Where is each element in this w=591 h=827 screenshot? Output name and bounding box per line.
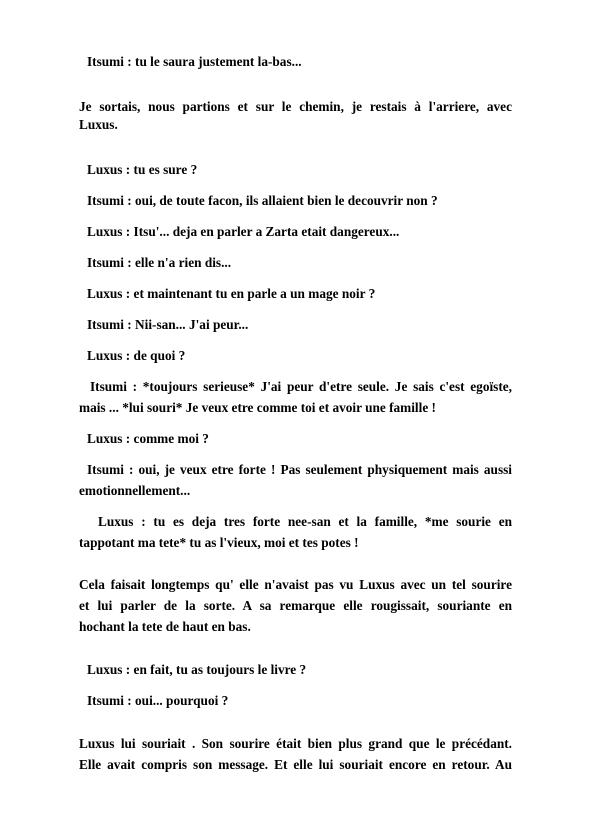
dialogue-line: Itsumi : oui, de toute facon, ils allaient bien le decouvrir non ? xyxy=(87,193,438,208)
dialogue-line: Itsumi : tu le saura justement la-bas... xyxy=(87,54,302,69)
dialogue-line: Luxus : en fait, tu as toujours le livre ? xyxy=(87,662,307,677)
dialogue-line: Luxus : comme moi ? xyxy=(87,431,209,446)
dialogue-line: emotionnellement... xyxy=(79,483,191,498)
dialogue-line: tappotant ma tete* tu as l'vieux, moi et tes potes ! xyxy=(79,535,359,550)
narration-line: Je sortais, nous partions et sur le chemin, je restais à l'arriere, avec xyxy=(79,99,512,114)
dialogue-line: Itsumi : Nii-san... J'ai peur... xyxy=(87,317,249,332)
narration-line: Elle avait compris son message. Et elle lui souriait encore en retour. Au xyxy=(79,757,512,772)
dialogue-line: Itsumi : oui, je veux etre forte ! Pas seulement physiquement mais aussi xyxy=(87,462,512,477)
narration-line: Cela faisait longtemps qu' elle n'avaist pas vu Luxus avec un tel sourire xyxy=(79,577,512,592)
dialogue-line: Luxus : tu es sure ? xyxy=(87,162,198,177)
dialogue-line: Luxus : tu es deja tres forte nee-san et la famille, *me sourie en xyxy=(98,514,512,529)
dialogue-line: Itsumi : *toujours serieuse* J'ai peur d'etre seule. Je sais c'est egoïste, xyxy=(90,379,512,394)
narration-line: Luxus lui souriait . Son sourire était bien plus grand que le précédant. xyxy=(79,736,512,751)
narration-line: et lui parler de la sorte. A sa remarque elle rougissait, souriante en xyxy=(79,598,512,613)
narration-line: hochant la tete de haut en bas. xyxy=(79,619,251,634)
dialogue-line: Luxus : et maintenant tu en parle a un mage noir ? xyxy=(87,286,376,301)
dialogue-line: Itsumi : elle n'a rien dis... xyxy=(87,255,232,270)
dialogue-line: Itsumi : oui... pourquoi ? xyxy=(87,693,229,708)
dialogue-line: Luxus : Itsu'... deja en parler a Zarta etait dangereux... xyxy=(87,224,400,239)
dialogue-line: Luxus : de quoi ? xyxy=(87,348,186,363)
dialogue-line: mais ... *lui souri* Je veux etre comme toi et avoir une famille ! xyxy=(79,400,436,415)
narration-line: Luxus. xyxy=(79,117,118,132)
